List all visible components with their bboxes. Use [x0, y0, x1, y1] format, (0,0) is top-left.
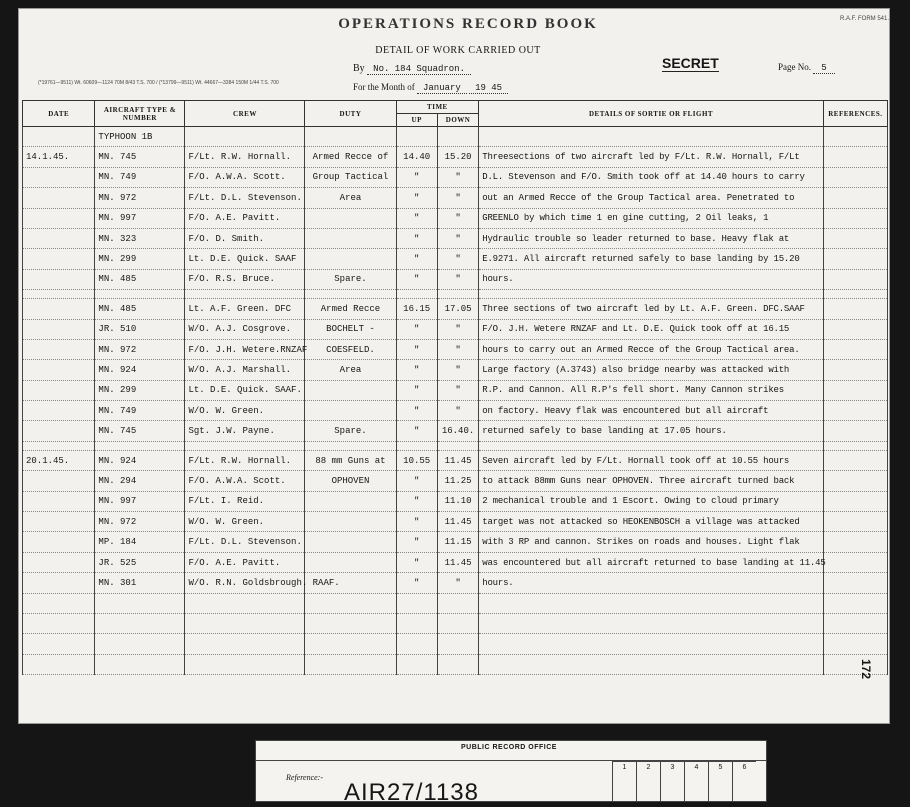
row-aircraft	[95, 634, 185, 654]
row-details: hours to carry out an Armed Recce of the Group Tactical area.	[479, 339, 824, 359]
row-down	[437, 290, 478, 299]
row-date	[23, 290, 95, 299]
record-office-label: PUBLIC RECORD OFFICE	[461, 744, 557, 751]
row-down: "	[437, 167, 478, 187]
row-aircraft: MN. 972	[95, 512, 185, 532]
table-row	[23, 421, 888, 441]
table-row	[23, 593, 888, 613]
row-duty: Group Tactical	[305, 167, 396, 187]
row-date	[23, 127, 95, 147]
row-references	[823, 552, 887, 572]
row-date	[23, 360, 95, 380]
record-office-stamp	[255, 740, 767, 806]
table-row	[23, 491, 888, 511]
row-up: "	[396, 380, 437, 400]
row-crew: F/O. A.E. Pavitt.	[185, 208, 305, 228]
row-up: 16.15	[396, 299, 437, 319]
col-time: TIME	[396, 101, 479, 114]
row-duty: Armed Recce	[305, 299, 396, 319]
row-down: 11.25	[437, 471, 478, 491]
row-date	[23, 573, 95, 593]
row-down: 11.45	[437, 512, 478, 532]
row-down: "	[437, 188, 478, 208]
row-date: 20.1.45.	[23, 450, 95, 470]
col-up: UP	[396, 114, 437, 127]
row-references	[823, 269, 887, 289]
row-up	[396, 654, 437, 674]
row-date	[23, 613, 95, 633]
row-details	[479, 634, 824, 654]
row-crew: Lt. A.F. Green. DFC	[185, 299, 305, 319]
row-date	[23, 167, 95, 187]
table-row	[23, 532, 888, 552]
row-down	[437, 654, 478, 674]
row-crew: W/O. R.N. Goldsbrough. RAAF.	[185, 573, 305, 593]
row-up	[396, 127, 437, 147]
row-crew: Lt. D.E. Quick. SAAF	[185, 249, 305, 269]
row-duty	[305, 127, 396, 147]
table-row	[23, 147, 888, 167]
row-date	[23, 654, 95, 674]
row-up: "	[396, 188, 437, 208]
row-down: 11.10	[437, 491, 478, 511]
row-aircraft: TYPHOON 1B	[95, 127, 185, 147]
row-duty	[305, 512, 396, 532]
row-details: R.P. and Cannon. All R.P's fell short. Many Cannon strikes	[479, 380, 824, 400]
row-aircraft: MN. 749	[95, 167, 185, 187]
row-references	[823, 319, 887, 339]
table-row	[23, 269, 888, 289]
row-date	[23, 552, 95, 572]
row-aircraft	[95, 290, 185, 299]
row-details: F/O. J.H. Wetere RNZAF and Lt. D.E. Quick took off at 16.15	[479, 319, 824, 339]
row-date	[23, 380, 95, 400]
row-up: "	[396, 491, 437, 511]
col-details: DETAILS OF SORTIE OR FLIGHT	[479, 101, 824, 127]
row-down: "	[437, 339, 478, 359]
month-line	[353, 82, 508, 93]
row-duty	[305, 593, 396, 613]
row-crew: W/O. W. Green.	[185, 401, 305, 421]
row-up: "	[396, 421, 437, 441]
row-duty	[305, 634, 396, 654]
row-crew: F/Lt. D.L. Stevenson.	[185, 532, 305, 552]
row-details: E.9271. All aircraft returned safely to base landing by 15.20	[479, 249, 824, 269]
row-down	[437, 127, 478, 147]
col-crew: CREW	[185, 101, 305, 127]
row-crew: W/O. W. Green.	[185, 512, 305, 532]
row-crew	[185, 613, 305, 633]
row-aircraft: MN. 972	[95, 339, 185, 359]
table-body	[23, 127, 888, 675]
row-references	[823, 593, 887, 613]
row-references	[823, 360, 887, 380]
row-crew: F/O. A.E. Pavitt.	[185, 552, 305, 572]
row-details	[479, 654, 824, 674]
row-up: "	[396, 249, 437, 269]
row-duty	[305, 228, 396, 248]
row-crew	[185, 634, 305, 654]
row-up	[396, 593, 437, 613]
row-details: D.L. Stevenson and F/O. Smith took off at 14.40 hours to carry	[479, 167, 824, 187]
row-details: out an Armed Recce of the Group Tactical area. Penetrated to	[479, 188, 824, 208]
row-down: "	[437, 573, 478, 593]
table-row	[23, 613, 888, 633]
row-crew: Lt. D.E. Quick. SAAF.	[185, 380, 305, 400]
row-down	[437, 634, 478, 654]
col-references: REFERENCES.	[823, 101, 887, 127]
row-references	[823, 441, 887, 450]
row-references	[823, 491, 887, 511]
print-codes: (*19761—9511) Wt. 60609—1124 70M 8/43 T.S. 700 / (*13799—9511) Wt. 44667—3384 150M 1/44 T.S. 700	[38, 80, 279, 86]
table-row	[23, 208, 888, 228]
table-row	[23, 471, 888, 491]
row-date	[23, 532, 95, 552]
row-aircraft: MN. 745	[95, 421, 185, 441]
row-date	[23, 188, 95, 208]
stamp-box: 5	[708, 761, 732, 801]
row-aircraft: JR. 510	[95, 319, 185, 339]
row-details: hours.	[479, 269, 824, 289]
row-down: "	[437, 208, 478, 228]
table-row	[23, 319, 888, 339]
row-duty	[305, 552, 396, 572]
table-row	[23, 450, 888, 470]
row-references	[823, 127, 887, 147]
row-aircraft	[95, 613, 185, 633]
row-duty: Spare.	[305, 421, 396, 441]
row-crew: W/O. A.J. Cosgrove.	[185, 319, 305, 339]
row-up	[396, 613, 437, 633]
month-value: January	[417, 83, 467, 94]
row-references	[823, 167, 887, 187]
row-date	[23, 491, 95, 511]
row-references	[823, 228, 887, 248]
row-down: "	[437, 269, 478, 289]
row-duty: 88 mm Guns at	[305, 450, 396, 470]
page-label: Page No.	[778, 62, 811, 72]
row-details	[479, 127, 824, 147]
page-number-line	[778, 62, 835, 73]
row-up: "	[396, 360, 437, 380]
row-date	[23, 249, 95, 269]
row-duty	[305, 441, 396, 450]
document-title: OPERATIONS RECORD BOOK	[338, 16, 598, 32]
month-label: For the Month of	[353, 82, 415, 92]
row-crew: F/Lt. R.W. Hornall.	[185, 147, 305, 167]
row-crew: F/O. J.H. Wetere.RNZAF	[185, 339, 305, 359]
row-references	[823, 249, 887, 269]
row-crew: F/O. D. Smith.	[185, 228, 305, 248]
row-up: "	[396, 319, 437, 339]
document-subtitle: DETAIL OF WORK CARRIED OUT	[375, 45, 541, 56]
row-down: "	[437, 249, 478, 269]
row-up: "	[396, 339, 437, 359]
table-row	[23, 573, 888, 593]
row-aircraft: MN. 749	[95, 401, 185, 421]
row-crew	[185, 127, 305, 147]
table-row	[23, 290, 888, 299]
row-details: returned safely to base landing at 17.05 hours.	[479, 421, 824, 441]
row-references	[823, 471, 887, 491]
row-details	[479, 441, 824, 450]
row-crew: W/O. A.J. Marshall.	[185, 360, 305, 380]
row-up	[396, 634, 437, 654]
row-down: "	[437, 360, 478, 380]
squadron-line	[353, 63, 471, 74]
row-references	[823, 188, 887, 208]
row-crew: F/O. A.W.A. Scott.	[185, 167, 305, 187]
row-duty: BOCHELT -	[305, 319, 396, 339]
col-aircraft: AIRCRAFT TYPE & NUMBER	[95, 101, 185, 127]
table-row	[23, 380, 888, 400]
row-crew	[185, 290, 305, 299]
row-up: "	[396, 573, 437, 593]
table-row	[23, 360, 888, 380]
reference-value: AIR27/1138	[344, 779, 479, 806]
row-aircraft: MN. 485	[95, 269, 185, 289]
row-references	[823, 532, 887, 552]
classification-label: SECRET	[662, 55, 719, 71]
row-references	[823, 147, 887, 167]
reference-label: Reference:-	[286, 773, 324, 782]
row-details: on factory. Heavy flak was encountered but all aircraft	[479, 401, 824, 421]
row-up: "	[396, 401, 437, 421]
row-date	[23, 512, 95, 532]
row-crew	[185, 593, 305, 613]
table-row	[23, 441, 888, 450]
table-row	[23, 127, 888, 147]
table-row	[23, 634, 888, 654]
table-row	[23, 339, 888, 359]
row-crew: F/O. A.W.A. Scott.	[185, 471, 305, 491]
row-references	[823, 299, 887, 319]
row-down: "	[437, 380, 478, 400]
year-value: 19 45	[469, 83, 508, 94]
page-number: 5	[813, 63, 834, 74]
row-aircraft: MN. 485	[95, 299, 185, 319]
stamp-box: 4	[684, 761, 708, 801]
row-duty: Spare.	[305, 269, 396, 289]
table-row	[23, 167, 888, 187]
table-row	[23, 188, 888, 208]
row-details: hours.	[479, 573, 824, 593]
row-up: "	[396, 532, 437, 552]
row-date	[23, 471, 95, 491]
form-reference: R.A.F. FORM 541.	[840, 16, 890, 22]
table-row	[23, 654, 888, 674]
row-details: Seven aircraft led by F/Lt. Hornall took off at 10.55 hours	[479, 450, 824, 470]
row-up	[396, 441, 437, 450]
row-aircraft	[95, 654, 185, 674]
row-aircraft: MN. 997	[95, 208, 185, 228]
row-up: "	[396, 228, 437, 248]
row-crew	[185, 654, 305, 674]
row-details: GREENLO by which time 1 en gine cutting, 2 Oil leaks, 1	[479, 208, 824, 228]
row-duty: Area	[305, 188, 396, 208]
row-down	[437, 593, 478, 613]
row-aircraft: MN. 299	[95, 249, 185, 269]
row-duty	[305, 249, 396, 269]
row-down: 15.20	[437, 147, 478, 167]
row-up: "	[396, 208, 437, 228]
row-aircraft: MN. 924	[95, 360, 185, 380]
row-crew: Sgt. J.W. Payne.	[185, 421, 305, 441]
row-details: to attack 88mm Guns near OPHOVEN. Three aircraft turned back	[479, 471, 824, 491]
row-down: 17.05	[437, 299, 478, 319]
row-date	[23, 299, 95, 319]
row-duty	[305, 290, 396, 299]
row-up: "	[396, 269, 437, 289]
row-down: "	[437, 319, 478, 339]
row-crew: F/Lt. I. Reid.	[185, 491, 305, 511]
row-references	[823, 613, 887, 633]
row-details: target was not attacked so HEOKENBOSCH a village was attacked	[479, 512, 824, 532]
row-date	[23, 401, 95, 421]
row-aircraft: MN. 997	[95, 491, 185, 511]
row-up: 10.55	[396, 450, 437, 470]
row-date	[23, 593, 95, 613]
row-references	[823, 573, 887, 593]
row-aircraft	[95, 441, 185, 450]
row-down	[437, 613, 478, 633]
stamp-box: 6	[732, 761, 756, 801]
row-date: 14.1.45.	[23, 147, 95, 167]
row-down	[437, 441, 478, 450]
row-duty: Armed Recce of	[305, 147, 396, 167]
row-aircraft: JR. 525	[95, 552, 185, 572]
row-aircraft	[95, 593, 185, 613]
row-aircraft: MN. 924	[95, 450, 185, 470]
col-date: DATE	[23, 101, 95, 127]
row-duty	[305, 401, 396, 421]
col-duty: DUTY	[305, 101, 396, 127]
row-crew: F/Lt. R.W. Hornall.	[185, 450, 305, 470]
row-up: 14.40	[396, 147, 437, 167]
stamp-box: 2	[636, 761, 660, 801]
row-details: 2 mechanical trouble and 1 Escort. Owing to cloud primary	[479, 491, 824, 511]
row-details: with 3 RP and cannon. Strikes on roads and houses. Light flak	[479, 532, 824, 552]
record-sheet	[18, 8, 890, 724]
stamp-box: 1	[612, 761, 636, 801]
row-down: 16.40.	[437, 421, 478, 441]
row-references	[823, 654, 887, 674]
table-row	[23, 299, 888, 319]
row-aircraft: MN. 745	[95, 147, 185, 167]
row-crew: F/O. R.S. Bruce.	[185, 269, 305, 289]
row-duty	[305, 491, 396, 511]
row-references	[823, 380, 887, 400]
row-date	[23, 269, 95, 289]
row-up	[396, 290, 437, 299]
row-aircraft: MN. 323	[95, 228, 185, 248]
row-up: "	[396, 471, 437, 491]
row-details: Threesections of two aircraft led by F/Lt. R.W. Hornall, F/Lt	[479, 147, 824, 167]
row-crew	[185, 441, 305, 450]
row-details: Three sections of two aircraft led by Lt. A.F. Green. DFC.SAAF	[479, 299, 824, 319]
row-date	[23, 634, 95, 654]
operations-table	[22, 100, 888, 675]
row-aircraft: MN. 299	[95, 380, 185, 400]
row-duty	[305, 613, 396, 633]
row-duty: Area	[305, 360, 396, 380]
row-references	[823, 634, 887, 654]
squadron-value: No. 184 Squadron.	[367, 64, 471, 75]
row-references	[823, 421, 887, 441]
row-details: was encountered but all aircraft returned to base landing at 11.45	[479, 552, 824, 572]
row-date	[23, 228, 95, 248]
row-references	[823, 208, 887, 228]
row-date	[23, 339, 95, 359]
row-down: 11.15	[437, 532, 478, 552]
table-row	[23, 401, 888, 421]
folio-number: 172	[859, 658, 874, 680]
row-date	[23, 319, 95, 339]
row-date	[23, 208, 95, 228]
row-references	[823, 339, 887, 359]
row-aircraft: MP. 184	[95, 532, 185, 552]
row-references	[823, 512, 887, 532]
row-date	[23, 421, 95, 441]
col-down: DOWN	[437, 114, 478, 127]
table-row	[23, 512, 888, 532]
row-duty	[305, 208, 396, 228]
row-details: Hydraulic trouble so leader returned to base. Heavy flak at	[479, 228, 824, 248]
row-up: "	[396, 512, 437, 532]
row-aircraft: MN. 301	[95, 573, 185, 593]
row-references	[823, 401, 887, 421]
row-duty	[305, 380, 396, 400]
row-up: "	[396, 552, 437, 572]
row-duty	[305, 654, 396, 674]
row-details	[479, 290, 824, 299]
row-date	[23, 441, 95, 450]
row-aircraft: MN. 294	[95, 471, 185, 491]
row-aircraft: MN. 972	[95, 188, 185, 208]
row-details	[479, 613, 824, 633]
table-row	[23, 249, 888, 269]
row-down: "	[437, 401, 478, 421]
stamp-box: 3	[660, 761, 684, 801]
row-details: Large factory (A.3743) also bridge nearby was attacked with	[479, 360, 824, 380]
row-down: 11.45	[437, 552, 478, 572]
stamp-boxes	[612, 761, 756, 801]
row-up: "	[396, 167, 437, 187]
row-duty: COESFELD.	[305, 339, 396, 359]
row-details	[479, 593, 824, 613]
table-row	[23, 552, 888, 572]
row-duty	[305, 532, 396, 552]
by-label: By	[353, 63, 365, 74]
row-references	[823, 290, 887, 299]
row-down: 11.45	[437, 450, 478, 470]
row-down: "	[437, 228, 478, 248]
row-references	[823, 450, 887, 470]
table-row	[23, 228, 888, 248]
row-duty: OPHOVEN	[305, 471, 396, 491]
row-crew: F/Lt. D.L. Stevenson.	[185, 188, 305, 208]
